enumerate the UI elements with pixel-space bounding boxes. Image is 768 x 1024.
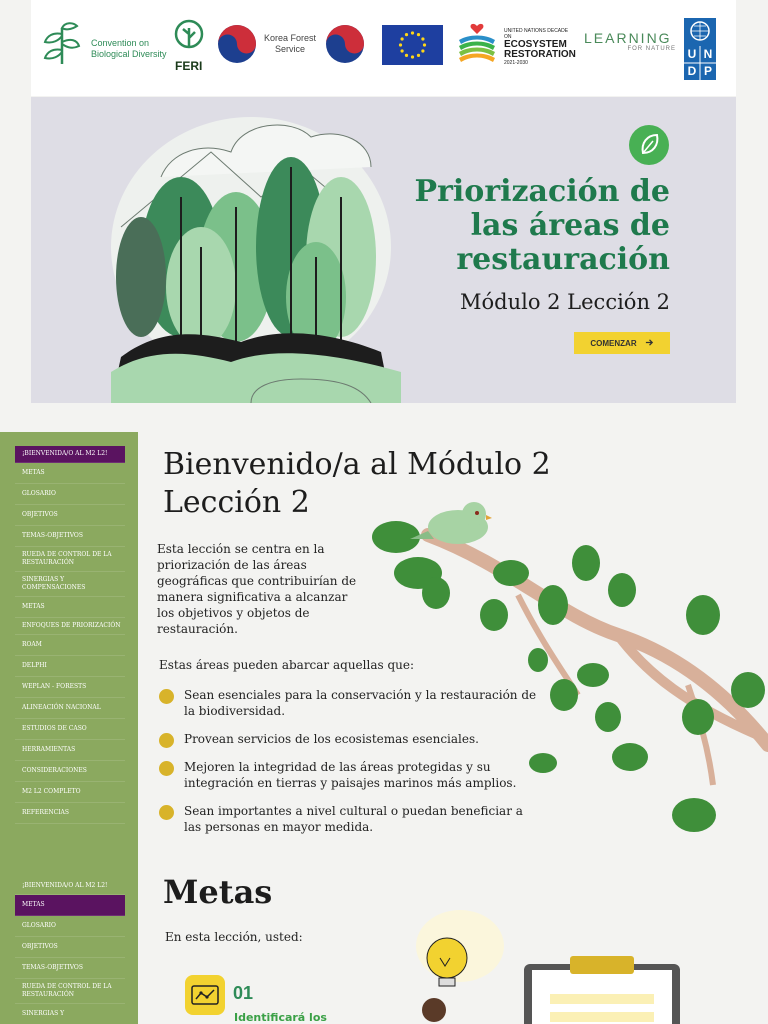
sidebar-item-temas-objetivos[interactable]: TEMAS-OBJETIVOS bbox=[15, 958, 125, 979]
ecosystem-restoration-logo bbox=[457, 22, 577, 68]
feri-name: FERI bbox=[175, 59, 203, 73]
sidebar-item-herramientas[interactable]: HERRAMIENTAS bbox=[15, 740, 125, 761]
sidebar-item-metas[interactable]: METAS bbox=[15, 463, 125, 484]
list-item bbox=[159, 759, 539, 791]
sidebar-item-metas[interactable]: METAS bbox=[15, 597, 125, 618]
goals-heading: Metas bbox=[163, 873, 273, 911]
course-title: Priorización de las áreas de restauración bbox=[414, 174, 670, 277]
list-item bbox=[159, 803, 539, 835]
list-item-text: Provean servicios de los ecosistemas esenciales. bbox=[184, 732, 479, 746]
sidebar-item-estudios-de-caso[interactable]: ESTUDIOS DE CASO bbox=[15, 719, 125, 740]
sidebar-item-temas-objetivos[interactable]: TEMAS-OBJETIVOS bbox=[15, 526, 125, 547]
lesson-nav-menu bbox=[15, 446, 125, 824]
course-subtitle: Módulo 2 Lección 2 bbox=[460, 290, 670, 314]
list-item bbox=[159, 731, 539, 747]
list-item bbox=[159, 687, 539, 719]
sidebar-item-consideraciones[interactable]: CONSIDERACIONES bbox=[15, 761, 125, 782]
korea-forest-service-logo bbox=[217, 24, 367, 64]
sidebar-item-weplan-forests[interactable]: WEPLAN - FORESTS bbox=[15, 677, 125, 698]
arrow-right-icon bbox=[645, 338, 654, 349]
goal-chart-icon bbox=[185, 975, 225, 1015]
eu-flag-logo bbox=[382, 25, 443, 65]
goals-lead-text: En esta lección, usted: bbox=[165, 930, 303, 944]
start-button-label: COMENZAR bbox=[590, 338, 637, 348]
sidebar-item-delphi[interactable]: DELPHI bbox=[15, 656, 125, 677]
lfn-name-line2: FOR NATURE bbox=[627, 46, 676, 52]
undp-grid: U N D P bbox=[687, 47, 713, 78]
sidebar-item-objetivos[interactable]: OBJETIVOS bbox=[15, 937, 125, 958]
list-item-text: Mejoren la integridad de las áreas protegidas y su integración en tierras y paisajes marinos más amplios. bbox=[184, 760, 517, 790]
hero-banner bbox=[31, 97, 736, 403]
welcome-heading: Bienvenido/a al Módulo 2 Lección 2 bbox=[163, 447, 551, 520]
sidebar-item-bienvenida-o-al-m2-l2[interactable]: ¡BIENVENIDA/O AL M2 L2! bbox=[15, 446, 125, 463]
learning-for-nature-logo bbox=[584, 30, 676, 60]
bullet-dot-icon bbox=[159, 761, 174, 776]
leaf-icon bbox=[629, 125, 669, 165]
sidebar-item-metas[interactable]: METAS bbox=[15, 895, 125, 916]
lesson-nav-menu-repeat bbox=[15, 878, 125, 1024]
undp-logo bbox=[684, 18, 716, 80]
sidebar-item-rueda-de-control-de-la-restauración[interactable]: RUEDA DE CONTROL DE LA RESTAURACIÓN bbox=[15, 547, 125, 572]
sidebar-item-glosario[interactable]: GLOSARIO bbox=[15, 916, 125, 937]
sidebar-item-alineación-nacional[interactable]: ALINEACIÓN NACIONAL bbox=[15, 698, 125, 719]
bullet-dot-icon bbox=[159, 805, 174, 820]
goal-number: 01 bbox=[233, 983, 254, 1003]
goal-text: Identificará los bbox=[234, 1011, 327, 1024]
kfs-name-line2: Service bbox=[274, 44, 305, 54]
sidebar-item-sinergias-y[interactable]: SINERGIAS Y bbox=[15, 1004, 125, 1024]
lfn-name-line1: LEARNING bbox=[584, 30, 672, 46]
list-item-text: Sean importantes a nivel cultural o puedan beneficiar a las personas en mayor medida. bbox=[184, 804, 523, 834]
kfs-name-line1: Korea Forest bbox=[263, 33, 317, 43]
areas-lead-text: Estas áreas pueden abarcar aquellas que: bbox=[159, 658, 414, 672]
eco-label-line2: ECOSYSTEM bbox=[504, 39, 567, 50]
lesson-sidebar bbox=[0, 432, 138, 1024]
cbd-name-line1: Convention on bbox=[91, 38, 150, 48]
feri-logo bbox=[171, 18, 207, 78]
lightbulb-clipboard-illustration bbox=[400, 906, 690, 1024]
welcome-intro: Esta lección se centra en la priorización de las áreas geográficas que contribuirían de manera significativa a alcanzar los objetivos y objetos de restauración. bbox=[157, 542, 357, 636]
sidebar-item-bienvenida-o-al-m2-l2[interactable]: ¡BIENVENIDA/O AL M2 L2! bbox=[15, 878, 125, 895]
sidebar-item-m2-l2-completo[interactable]: M2 L2 COMPLETO bbox=[15, 782, 125, 803]
sidebar-item-glosario[interactable]: GLOSARIO bbox=[15, 484, 125, 505]
start-button[interactable] bbox=[574, 332, 670, 354]
sidebar-item-referencias[interactable]: REFERENCIAS bbox=[15, 803, 125, 824]
bird bbox=[410, 502, 492, 544]
sidebar-item-objetivos[interactable]: OBJETIVOS bbox=[15, 505, 125, 526]
partner-logo-bar bbox=[31, 0, 736, 96]
sidebar-item-sinergias-y-compensaciones[interactable]: SINERGIAS Y COMPENSACIONES bbox=[15, 572, 125, 597]
bullet-dot-icon bbox=[159, 689, 174, 704]
sidebar-item-roam[interactable]: ROAM bbox=[15, 635, 125, 656]
areas-bullet-list bbox=[159, 687, 539, 835]
sidebar-item-rueda-de-control-de-la-restauración[interactable]: RUEDA DE CONTROL DE LA RESTAURACIÓN bbox=[15, 979, 125, 1004]
cbd-logo bbox=[43, 20, 173, 68]
eco-label-line1: UNITED NATIONS DECADE ON bbox=[504, 28, 569, 40]
eco-label-line4: 2021-2030 bbox=[504, 60, 528, 66]
eco-label-line3: RESTORATION bbox=[504, 49, 576, 60]
cbd-name-line2: Biological Diversity bbox=[91, 49, 167, 59]
list-item-text: Sean esenciales para la conservación y la restauración de la biodiversidad. bbox=[184, 688, 537, 718]
sidebar-item-enfoques-de-priorización[interactable]: ENFOQUES DE PRIORIZACIÓN bbox=[15, 618, 125, 635]
bullet-dot-icon bbox=[159, 733, 174, 748]
